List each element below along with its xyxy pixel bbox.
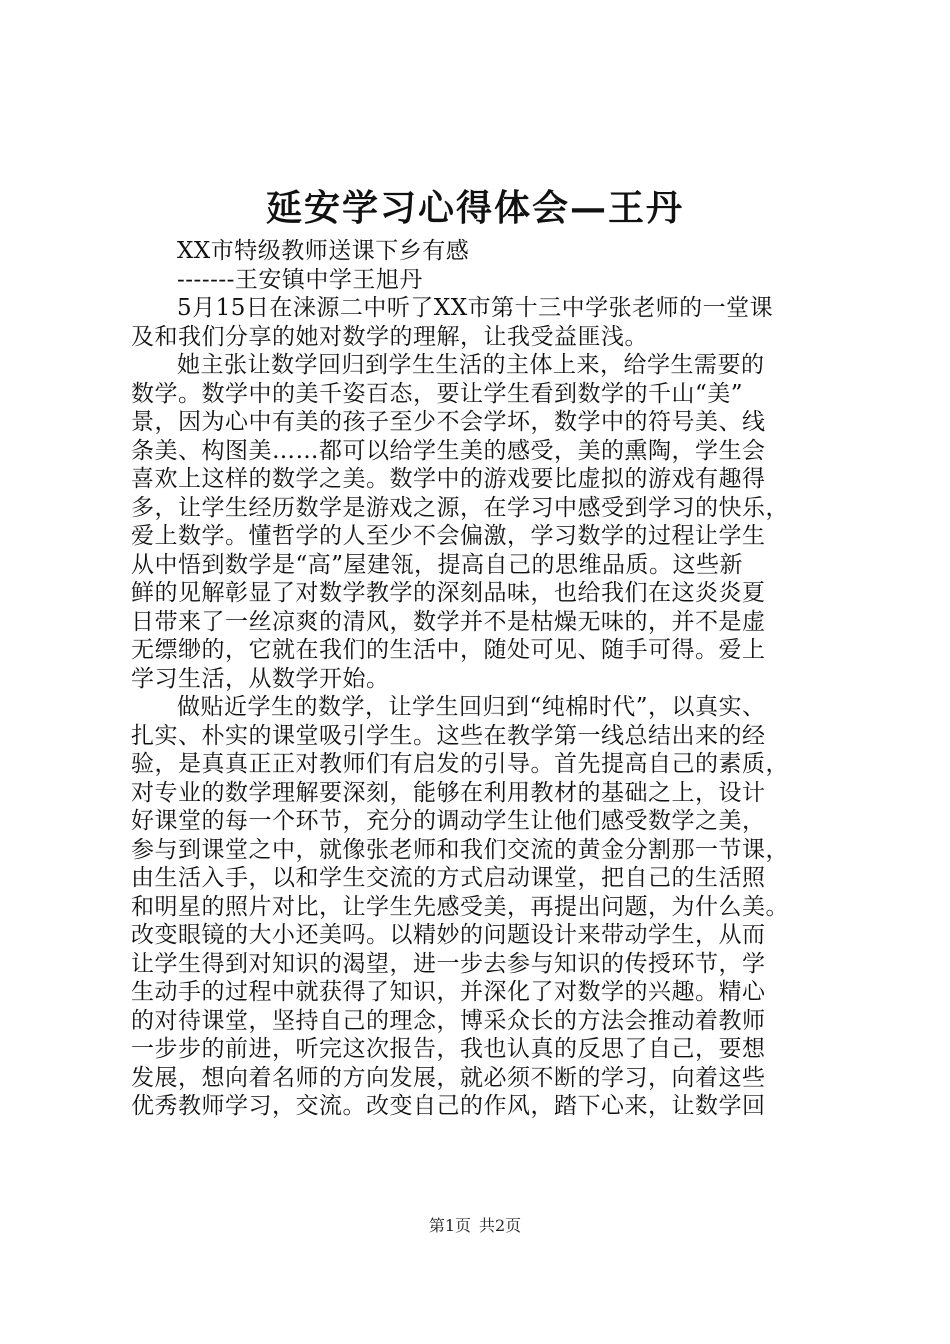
text-line: 一步步的前进，听完这次报告，我也认真的反思了自己，要想 [131,1036,766,1062]
text-line: 由生活入手，以和学生交流的方式启动课堂，把自己的生活照 [131,865,766,891]
page-total: 共2页 [479,1216,522,1235]
text-line: 验，是真真正正对教师们有启发的引导。首先提高自己的素质， [131,751,789,777]
text-line: 学习生活，从数学开始。 [131,665,390,692]
text-line: 无缥缈的，它就在我们的生活中，随处可见、随手可得。爱上 [131,637,766,663]
text-line: 条美、构图美……都可以给学生美的感受，美的熏陶，学生会 [131,437,766,464]
text-line: 和明星的照片对比，让学生先感受美，再提出问题，为什么美。 [131,893,789,920]
text-line: 她主张让数学回归到学生生活的主体上来，给学生需要的 [177,352,765,378]
document-title: 延安学习心得体会—王丹 [265,187,684,229]
page-number: 第1页 [428,1216,471,1235]
document-body [131,237,831,1121]
text-line: 爱上数学。懂哲学的人至少不会偏激，学习数学的过程让学生 [131,523,766,549]
text-line: 发展，想向着名师的方向发展，就必须不断的学习，向着这些 [131,1064,766,1091]
text-line: 鲜的见解彰显了对数学教学的深刻品味，也给我们在这炎炎夏 [131,580,766,606]
text-line: 对专业的数学理解要深刻，能够在利用教材的基础之上，设计 [131,779,766,806]
text-line: XX市特级教师送课下乡有感 [177,238,470,264]
text-line: 优秀教师学习，交流。改变自己的作风，踏下心来，让数学回 [131,1093,766,1119]
text-line: 景，因为心中有美的孩子至少不会学坏，数学中的符号美、线 [131,409,766,435]
page-footer [0,1214,950,1238]
text-line: 5月15日在涞源二中听了XX市第十三中学张老师的一堂课 [177,295,774,321]
text-line: 喜欢上这样的数学之美。数学中的游戏要比虚拟的游戏有趣得 [131,466,766,492]
text-line: -------王安镇中学王旭丹 [177,266,423,293]
text-line: 做贴近学生的数学，让学生回归到“纯棉时代”，以真实、 [177,694,766,720]
text-line: 多，让学生经历数学是游戏之源，在学习中感受到学习的快乐， [131,494,789,521]
text-line: 参与到课堂之中，就像张老师和我们交流的黄金分割那一节课， [131,836,789,863]
text-line: 改变眼镜的大小还美吗。以精妙的问题设计来带动学生，从而 [131,922,766,948]
text-line: 日带来了一丝凉爽的清风，数学并不是枯燥无味的，并不是虚 [131,608,766,635]
text-line: 让学生得到对知识的渴望，进一步去参与知识的传授环节，学 [131,950,766,977]
text-line: 扎实、朴实的课堂吸引学生。这些在教学第一线总结出来的经 [131,722,766,749]
text-line: 及和我们分享的她对数学的理解，让我受益匪浅。 [131,323,648,350]
text-line: 的对待课堂，坚持自己的理念，博采众长的方法会推动着教师 [131,1007,766,1034]
text-line: 好课堂的每一个环节，充分的调动学生让他们感受数学之美， [131,808,766,834]
text-line: 从中悟到数学是“高”屋建瓴，提高自己的思维品质。这些新 [131,551,744,578]
text-line: 生动手的过程中就获得了知识，并深化了对数学的兴趣。精心 [131,979,766,1005]
text-line: 数学。数学中的美千姿百态，要让学生看到数学的千山“美” [131,380,744,407]
